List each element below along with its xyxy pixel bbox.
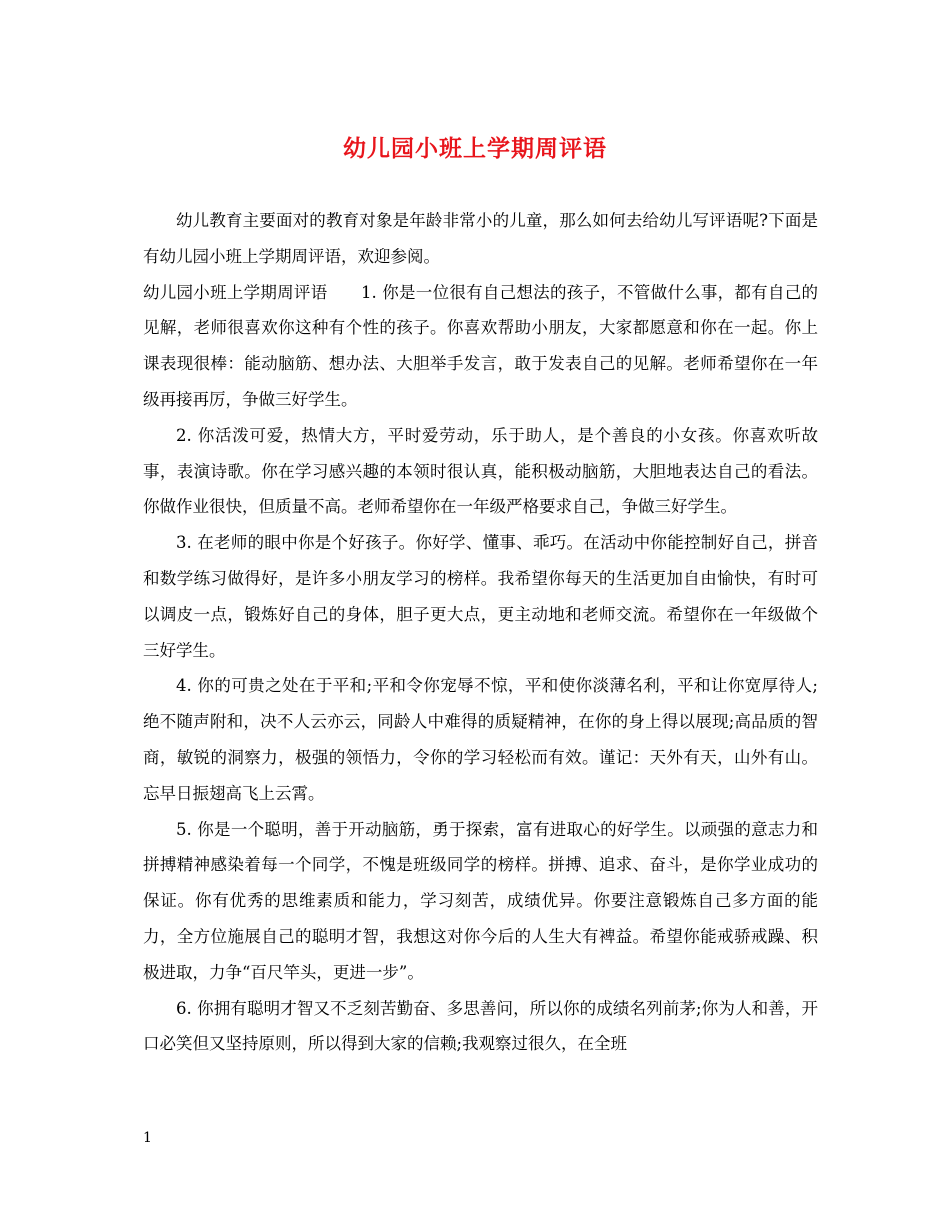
paragraph-item-4: 4. 你的可贵之处在于平和;平和令你宠辱不惊，平和使你淡薄名利，平和让你宽厚待人;绝不随声附和，决不人云亦云，同龄人中难得的质疑精神，在你的身上得以展现;高品质的智商，敏锐的洞察力，极强的领悟力，令你的学习轻松而有效。谨记：天外有天，山外有山。忘早日振翅高飞上云霄。 <box>143 676 818 803</box>
paragraph-intro: 幼儿教育主要面对的教育对象是年龄非常小的儿童，那么如何去给幼儿写评语呢?下面是有幼儿园小班上学期周评语，欢迎参阅。 <box>143 211 818 266</box>
paragraph-item-3: 3. 在老师的眼中你是个好孩子。你好学、懂事、乖巧。在活动中你能控制好自己，拼音和数学练习做得好，是许多小朋友学习的榜样。我希望你每天的生活更加自由愉快，有时可以调皮一点，锻炼好自己的身体，胆子更大点，更主动地和老师交流。希望你在一年级做个三好学生。 <box>143 533 818 660</box>
document-body <box>143 203 818 1062</box>
paragraph-item-6: 6. 你拥有聪明才智又不乏刻苦勤奋、多思善问，所以你的成绩名列前茅;你为人和善，开口必笑但又坚持原则，所以得到大家的信赖;我观察过很久，在全班 <box>143 998 818 1054</box>
paragraph-item-1: 幼儿园小班上学期周评语 1. 你是一位很有自己想法的孩子，不管做什么事，都有自己的见解，老师很喜欢你这种有个性的孩子。你喜欢帮助小朋友，大家都愿意和你在一起。你上课表现很棒：能动脑筋、想办法、大胆举手发言，敢于发表自己的见解。老师希望你在一年级再接再厉，争做三好学生。 <box>143 282 818 409</box>
page-title: 幼儿园小班上学期周评语 <box>343 135 607 162</box>
paragraph-item-5: 5. 你是一个聪明，善于开动脑筋，勇于探索，富有进取心的好学生。以顽强的意志力和拼搏精神感染着每一个同学，不愧是班级同学的榜样。拼搏、追求、奋斗，是你学业成功的保证。你有优秀的思维素质和能力，学习刻苦，成绩优异。你要注意锻炼自己多方面的能力，全方位施展自己的聪明才智，我想这对你今后的人生大有裨益。希望你能戒骄戒躁、积极进取，力争“百尺竿头，更进一步”。 <box>143 819 818 982</box>
page-number: 1 <box>143 1130 152 1146</box>
paragraph-item-2: 2. 你活泼可爱，热情大方，平时爱劳动，乐于助人，是个善良的小女孩。你喜欢听故事，表演诗歌。你在学习感兴趣的本领时很认真，能积极动脑筋，大胆地表达自己的看法。你做作业很快，但质量不高。老师希望你在一年级严格要求自己，争做三好学生。 <box>143 425 818 517</box>
